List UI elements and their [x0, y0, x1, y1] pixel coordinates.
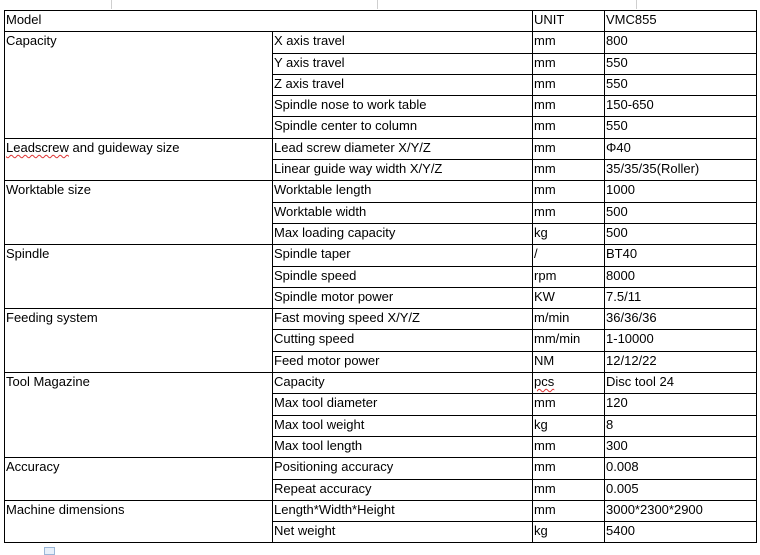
- header-row: [5, 11, 757, 32]
- item-cell: Length*Width*Height: [273, 500, 533, 521]
- item-cell: Max loading capacity: [273, 223, 533, 244]
- value-cell: Disc tool 24: [605, 373, 757, 394]
- unit-cell: mm: [533, 479, 605, 500]
- item-cell: Max tool weight: [273, 415, 533, 436]
- value-cell: BT40: [605, 245, 757, 266]
- category-cell: Tool Magazine: [5, 373, 273, 458]
- item-cell: Worktable length: [273, 181, 533, 202]
- item-cell: Positioning accuracy: [273, 458, 533, 479]
- model-value-header: VMC855: [605, 11, 757, 32]
- top-gridline: [111, 0, 112, 9]
- value-cell: 150-650: [605, 96, 757, 117]
- unit-cell: mm: [533, 202, 605, 223]
- value-cell: 300: [605, 436, 757, 457]
- category-cell: Capacity: [5, 32, 273, 138]
- item-cell: Y axis travel: [273, 53, 533, 74]
- unit-text: pcs: [534, 374, 555, 390]
- unit-cell: kg: [533, 415, 605, 436]
- value-cell: 12/12/22: [605, 351, 757, 372]
- item-cell: Linear guide way width X/Y/Z: [273, 160, 533, 181]
- top-gridline: [636, 0, 637, 9]
- category-cell: Worktable size: [5, 181, 273, 245]
- category-cell: [5, 138, 273, 181]
- value-cell: 1-10000: [605, 330, 757, 351]
- category-cell: Machine dimensions: [5, 500, 273, 543]
- unit-cell: mm: [533, 436, 605, 457]
- unit-cell: [533, 373, 605, 394]
- value-cell: Φ40: [605, 138, 757, 159]
- item-cell: Fast moving speed X/Y/Z: [273, 309, 533, 330]
- item-cell: Cutting speed: [273, 330, 533, 351]
- unit-cell: mm: [533, 458, 605, 479]
- unit-cell: mm: [533, 96, 605, 117]
- value-cell: 8: [605, 415, 757, 436]
- model-header: Model: [5, 11, 533, 32]
- item-cell: Spindle motor power: [273, 287, 533, 308]
- unit-cell: mm: [533, 500, 605, 521]
- table-row: [5, 181, 757, 202]
- item-cell: Repeat accuracy: [273, 479, 533, 500]
- unit-cell: mm/min: [533, 330, 605, 351]
- unit-cell: mm: [533, 181, 605, 202]
- category-cell: Accuracy: [5, 458, 273, 501]
- value-cell: 550: [605, 53, 757, 74]
- value-cell: 8000: [605, 266, 757, 287]
- value-cell: 120: [605, 394, 757, 415]
- value-cell: 1000: [605, 181, 757, 202]
- unit-cell: KW: [533, 287, 605, 308]
- item-cell: Worktable width: [273, 202, 533, 223]
- value-cell: 0.008: [605, 458, 757, 479]
- item-cell: Feed motor power: [273, 351, 533, 372]
- item-cell: Net weight: [273, 522, 533, 543]
- unit-cell: mm: [533, 160, 605, 181]
- value-cell: 36/36/36: [605, 309, 757, 330]
- unit-cell: rpm: [533, 266, 605, 287]
- category-first-word: Leadscrew: [6, 139, 69, 155]
- item-cell: Capacity: [273, 373, 533, 394]
- item-cell: Lead screw diameter X/Y/Z: [273, 138, 533, 159]
- unit-header: UNIT: [533, 11, 605, 32]
- unit-cell: mm: [533, 394, 605, 415]
- unit-cell: m/min: [533, 309, 605, 330]
- item-cell: Max tool length: [273, 436, 533, 457]
- item-cell: Spindle nose to work table: [273, 96, 533, 117]
- value-cell: 800: [605, 32, 757, 53]
- category-cell: Feeding system: [5, 309, 273, 373]
- unit-cell: NM: [533, 351, 605, 372]
- value-cell: 35/35/35(Roller): [605, 160, 757, 181]
- value-cell: 5400: [605, 522, 757, 543]
- item-cell: Z axis travel: [273, 74, 533, 95]
- table-row: [5, 458, 757, 479]
- unit-cell: mm: [533, 138, 605, 159]
- value-cell: 3000*2300*2900: [605, 500, 757, 521]
- item-cell: Spindle speed: [273, 266, 533, 287]
- table-row: [5, 309, 757, 330]
- unit-cell: mm: [533, 117, 605, 138]
- table-row: [5, 500, 757, 521]
- value-cell: 500: [605, 223, 757, 244]
- value-cell: 550: [605, 117, 757, 138]
- table-row: [5, 373, 757, 394]
- table-row: [5, 138, 757, 159]
- category-cell: Spindle: [5, 245, 273, 309]
- value-cell: 7.5/11: [605, 287, 757, 308]
- top-gridline: [377, 0, 378, 9]
- value-cell: 0.005: [605, 479, 757, 500]
- unit-cell: mm: [533, 74, 605, 95]
- value-cell: 500: [605, 202, 757, 223]
- item-cell: Max tool diameter: [273, 394, 533, 415]
- item-cell: Spindle center to column: [273, 117, 533, 138]
- item-cell: X axis travel: [273, 32, 533, 53]
- unit-cell: kg: [533, 223, 605, 244]
- unit-cell: mm: [533, 32, 605, 53]
- table-row: [5, 245, 757, 266]
- spec-table: [4, 10, 757, 543]
- unit-cell: mm: [533, 53, 605, 74]
- unit-cell: kg: [533, 522, 605, 543]
- item-cell: Spindle taper: [273, 245, 533, 266]
- category-rest: and guideway size: [68, 139, 180, 155]
- value-cell: 550: [605, 74, 757, 95]
- unit-cell: /: [533, 245, 605, 266]
- table-row: [5, 32, 757, 53]
